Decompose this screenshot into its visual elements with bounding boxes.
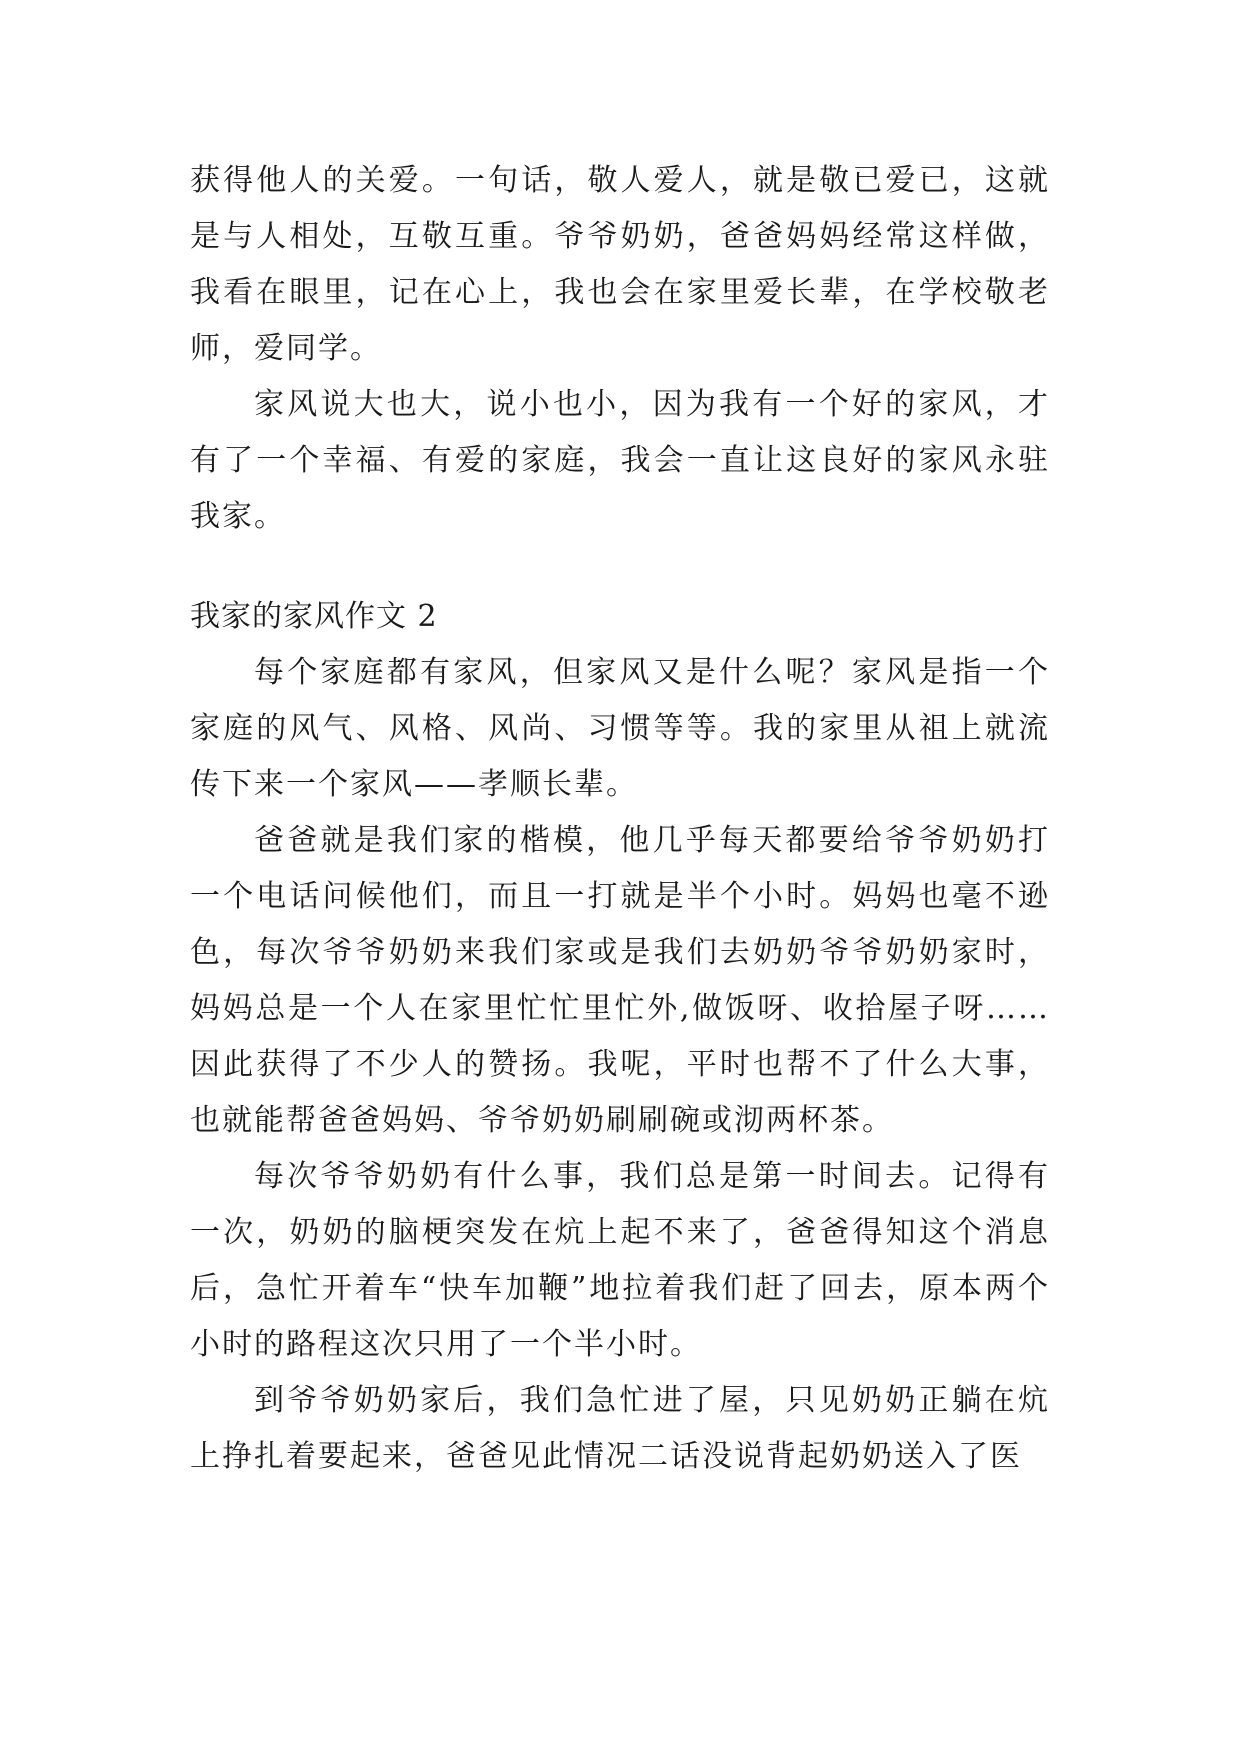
section-title: 我家的家风作文 2 bbox=[190, 599, 438, 634]
paragraph: 到爷爷奶奶家后，我们急忙进了屋，只见奶奶正躺在炕上挣扎着要起来，爸爸见此情况二话没说背起奶奶送入了医 bbox=[190, 1383, 1050, 1474]
paragraph: 爸爸就是我们家的楷模，他几乎每天都要给爷爷奶奶打一个电话问候他们，而且一打就是半个小时。妈妈也毫不逊色，每次爷爷奶奶来我们家或是我们去奶奶爷爷奶奶家时，妈妈总是一个人在家里忙忙里忙外,做饭呀、收拾屋子呀……因此获得了不少人的赞扬。我呢，平时也帮不了什么大事，也就能帮爸爸妈妈、爷爷奶奶刷刷碗或沏两杯茶。 bbox=[190, 823, 1050, 1138]
paragraph: 每个家庭都有家风，但家风又是什么呢？家风是指一个家庭的风气、风格、风尚、习惯等等。我的家里从祖上就流传下来一个家风——孝顺长辈。 bbox=[190, 655, 1050, 802]
paragraph: 每次爷爷奶奶有什么事，我们总是第一时间去。记得有一次，奶奶的脑梗突发在炕上起不来了，爸爸得知这个消息后，急忙开着车“快车加鞭”地拉着我们赶了回去，原本两个小时的路程这次只用了一个半小时。 bbox=[190, 1159, 1050, 1362]
paragraph: 获得他人的关爱。一句话，敬人爱人，就是敬已爱已，这就是与人相处，互敬互重。爷爷奶奶，爸爸妈妈经常这样做，我看在眼里，记在心上，我也会在家里爱长辈，在学校敬老师，爱同学。 bbox=[190, 163, 1050, 366]
document-body bbox=[190, 153, 1050, 1485]
paragraph: 家风说大也大，说小也小，因为我有一个好的家风，才有了一个幸福、有爱的家庭，我会一直让这良好的家风永驻我家。 bbox=[190, 387, 1050, 534]
